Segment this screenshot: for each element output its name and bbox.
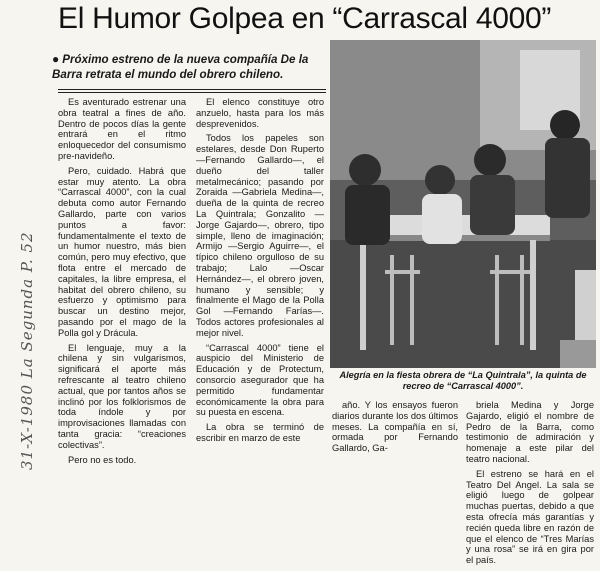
paragraph: Pero, cuidado. Habrá que estar muy atento. La obra “Carrascal 4000”, con la cual debuta como autor Fernando Gallardo, parte con varios puntos a favor: fundamentalmente el texto de un humor nuestro, más bien común, pero muy efectivo, que flota entre el mercado de capitales, la libre empresa, el habitat del obrero chileno, su esfuerzo y optimismo para buscar un destino mejor, pasando por el mago de la Polla gol y Drácula. [58, 165, 186, 338]
stage-photo [330, 40, 596, 368]
paragraph: El lenguaje, muy a la chilena y sin vulgarismos, significará el aporte más refrescante al teatro chileno actual, que por tantos años se inclinó por los folklorismos de toda índole y por improvisaciones llamadas con tanta gracia: “creaciones colectivas”. [58, 342, 186, 450]
paragraph: El elenco constituye otro anzuelo, hasta para los más desprevenidos. [196, 97, 324, 129]
paragraph: briela Medina y Jorge Gajardo, eligió el nombre de Pedro de la Barra, como testimonio de admiración y homenaje a este pilar del teatro nacional. [466, 400, 594, 464]
paragraph: El estreno se hará en el Teatro Del Angel. La sala se eligió luego de golpear muchas puertas, debido a que esta ofrecía más garantías y recién queda libre en razón de que el elenco de “Tres Marías y una rosa” se irá en gira por el país. [466, 468, 594, 566]
headline: El Humor Golpea en “Carrascal 4000” [58, 2, 552, 35]
article-column-1 [58, 97, 186, 469]
article-column-2 [196, 97, 324, 448]
paragraph: año. Y los ensayos fueron diarios durante los dos últimos meses. La compañía en sí, ormada por Fernando Gallardo, Ga- [332, 400, 458, 454]
paragraph: Todos los papeles son estelares, desde Don Ruperto —Fernando Gallardo—, el dueño del taller metalmecánico; pasando por Zoraida —Gabriela Medina—, dueña de la quinta de recreo La Quintrala; Gonzalito —Jorge Gajardo—, obrero, tipo simple, lleno de imaginación; Armijo —Sergio Aguirre—, el típico chileno orgulloso de su trabajo; Lalo —Oscar Hernández—, el obrero joven, humano y sensible; y finalmente el Mago de la Polla Gol —Fernando Farías—. Todos actores profesionales al mejor nivel. [196, 133, 324, 338]
article-column-4 [466, 400, 594, 570]
photo-caption: Alegría en la fiesta obrera de “La Quintrala”, la quinta de recreo de “Carrascal 4000”. [339, 370, 587, 391]
divider [58, 89, 326, 90]
paragraph: Pero no es todo. [68, 454, 137, 465]
subhead [52, 52, 327, 82]
subhead-text: Próximo estreno de la nueva compañía De la Barra retrata el mundo del obrero chileno. [52, 53, 309, 81]
paragraph: La obra se terminó de escribir en marzo de este [196, 422, 324, 443]
handwritten-note: 31-X-1980 La Segunda P. 52 [18, 231, 36, 470]
article-column-3 [332, 400, 458, 458]
divider [58, 92, 326, 93]
paragraph: Es aventurado estrenar una obra teatral a fines de año. Dentro de pocos días la gente entrará en el ritmo enloquecedor del consumismo pre-navideño. [58, 97, 186, 161]
photo-illustration [330, 40, 596, 368]
bullet-icon: ● [52, 52, 60, 66]
paragraph: “Carrascal 4000” tiene el auspicio del Ministerio de Educación y de Protectum, consorcio asegurador que ha permitido fundamentar económicamente la obra para su puesta en escena. [196, 342, 324, 418]
